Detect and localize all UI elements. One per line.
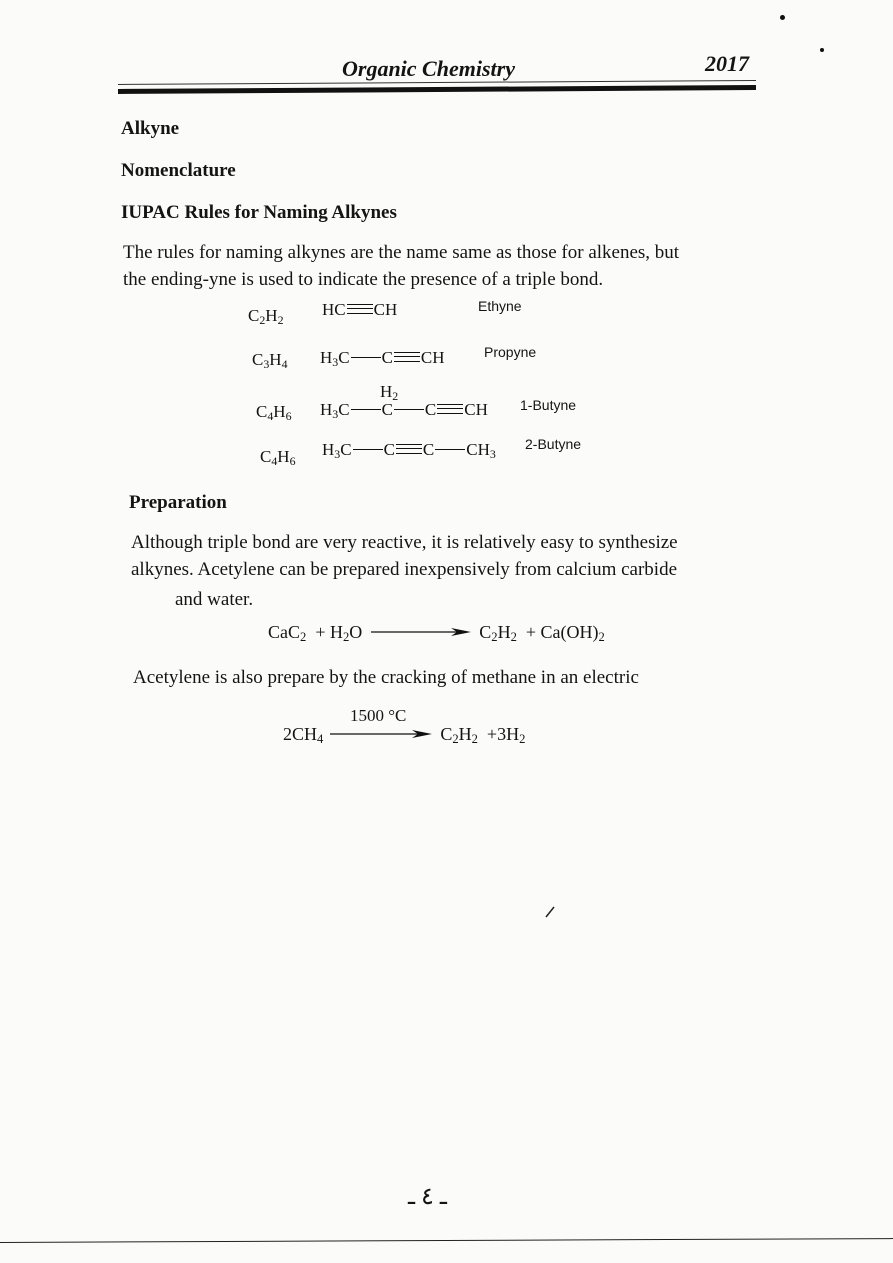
name-2-butyne: 2-Butyne <box>525 436 582 452</box>
molecular-formula-1-butyne: $C_4H_6$ <box>256 402 292 423</box>
reaction-condition: 1500 °C <box>350 706 407 725</box>
structure-2-butyne: $H_3C$ C C $CH_3$ <box>322 440 496 461</box>
heading-preparation: Preparation <box>129 492 227 513</box>
name-1-butyne: 1-Butyne <box>520 397 577 413</box>
heading-iupac: IUPAC Rules for Naming Alkynes <box>121 202 397 223</box>
scan-speck <box>780 15 785 20</box>
molecular-formula-2-butyne: $C_4H_6$ <box>260 447 296 468</box>
prep-line-1: Although triple bond are very reactive, it is relatively easy to synthesize <box>131 532 678 553</box>
header-year: 2017 <box>705 51 749 76</box>
page-number: ـ ٤ ـ <box>408 1184 447 1210</box>
molecular-formula-propyne: $C_3H_4$ <box>252 350 288 371</box>
structure-propyne: $H_3C$ C CH <box>320 348 445 369</box>
footer-rule <box>0 1238 893 1243</box>
scan-speck <box>820 48 824 52</box>
molecular-formula-ethyne: $C_2H_2$ <box>248 306 284 327</box>
prep-line-4: Acetylene is also prepare by the cracking of methane in an electric <box>133 667 639 688</box>
name-propyne: Propyne <box>484 344 537 360</box>
prep-line-2: alkynes. Acetylene can be prepared inexpensively from calcium carbide <box>131 559 678 580</box>
heading-nomenclature: Nomenclature <box>121 160 236 181</box>
intro-line-1: The rules for naming alkynes are the name same as those for alkenes, but <box>123 242 680 263</box>
reaction-carbide-water: $CaC_2 + H_2O$ $C_2H_2 + Ca(OH)_2$ <box>268 622 605 644</box>
prep-line-3: and water. <box>175 589 254 610</box>
header-rule-thick <box>118 85 756 94</box>
reaction-arrow-icon <box>328 729 436 739</box>
heading-alkyne: Alkyne <box>121 118 180 139</box>
intro-line-2: the ending-yne is used to indicate the presence of a triple bond. <box>123 269 604 290</box>
structure-ethyne: HC CH <box>322 300 398 319</box>
header-title: Organic Chemistry <box>342 56 515 81</box>
name-ethyne: Ethyne <box>478 298 522 314</box>
reaction-methane-cracking: $2CH_4$ $C_2H_2 +3H_2$ <box>283 724 526 746</box>
stray-mark <box>545 906 555 918</box>
structure-1-butyne: $H_3C$ C C CH <box>320 400 488 421</box>
substituent-h2: $H_2$ <box>380 382 399 403</box>
reaction-arrow-icon <box>367 627 475 637</box>
